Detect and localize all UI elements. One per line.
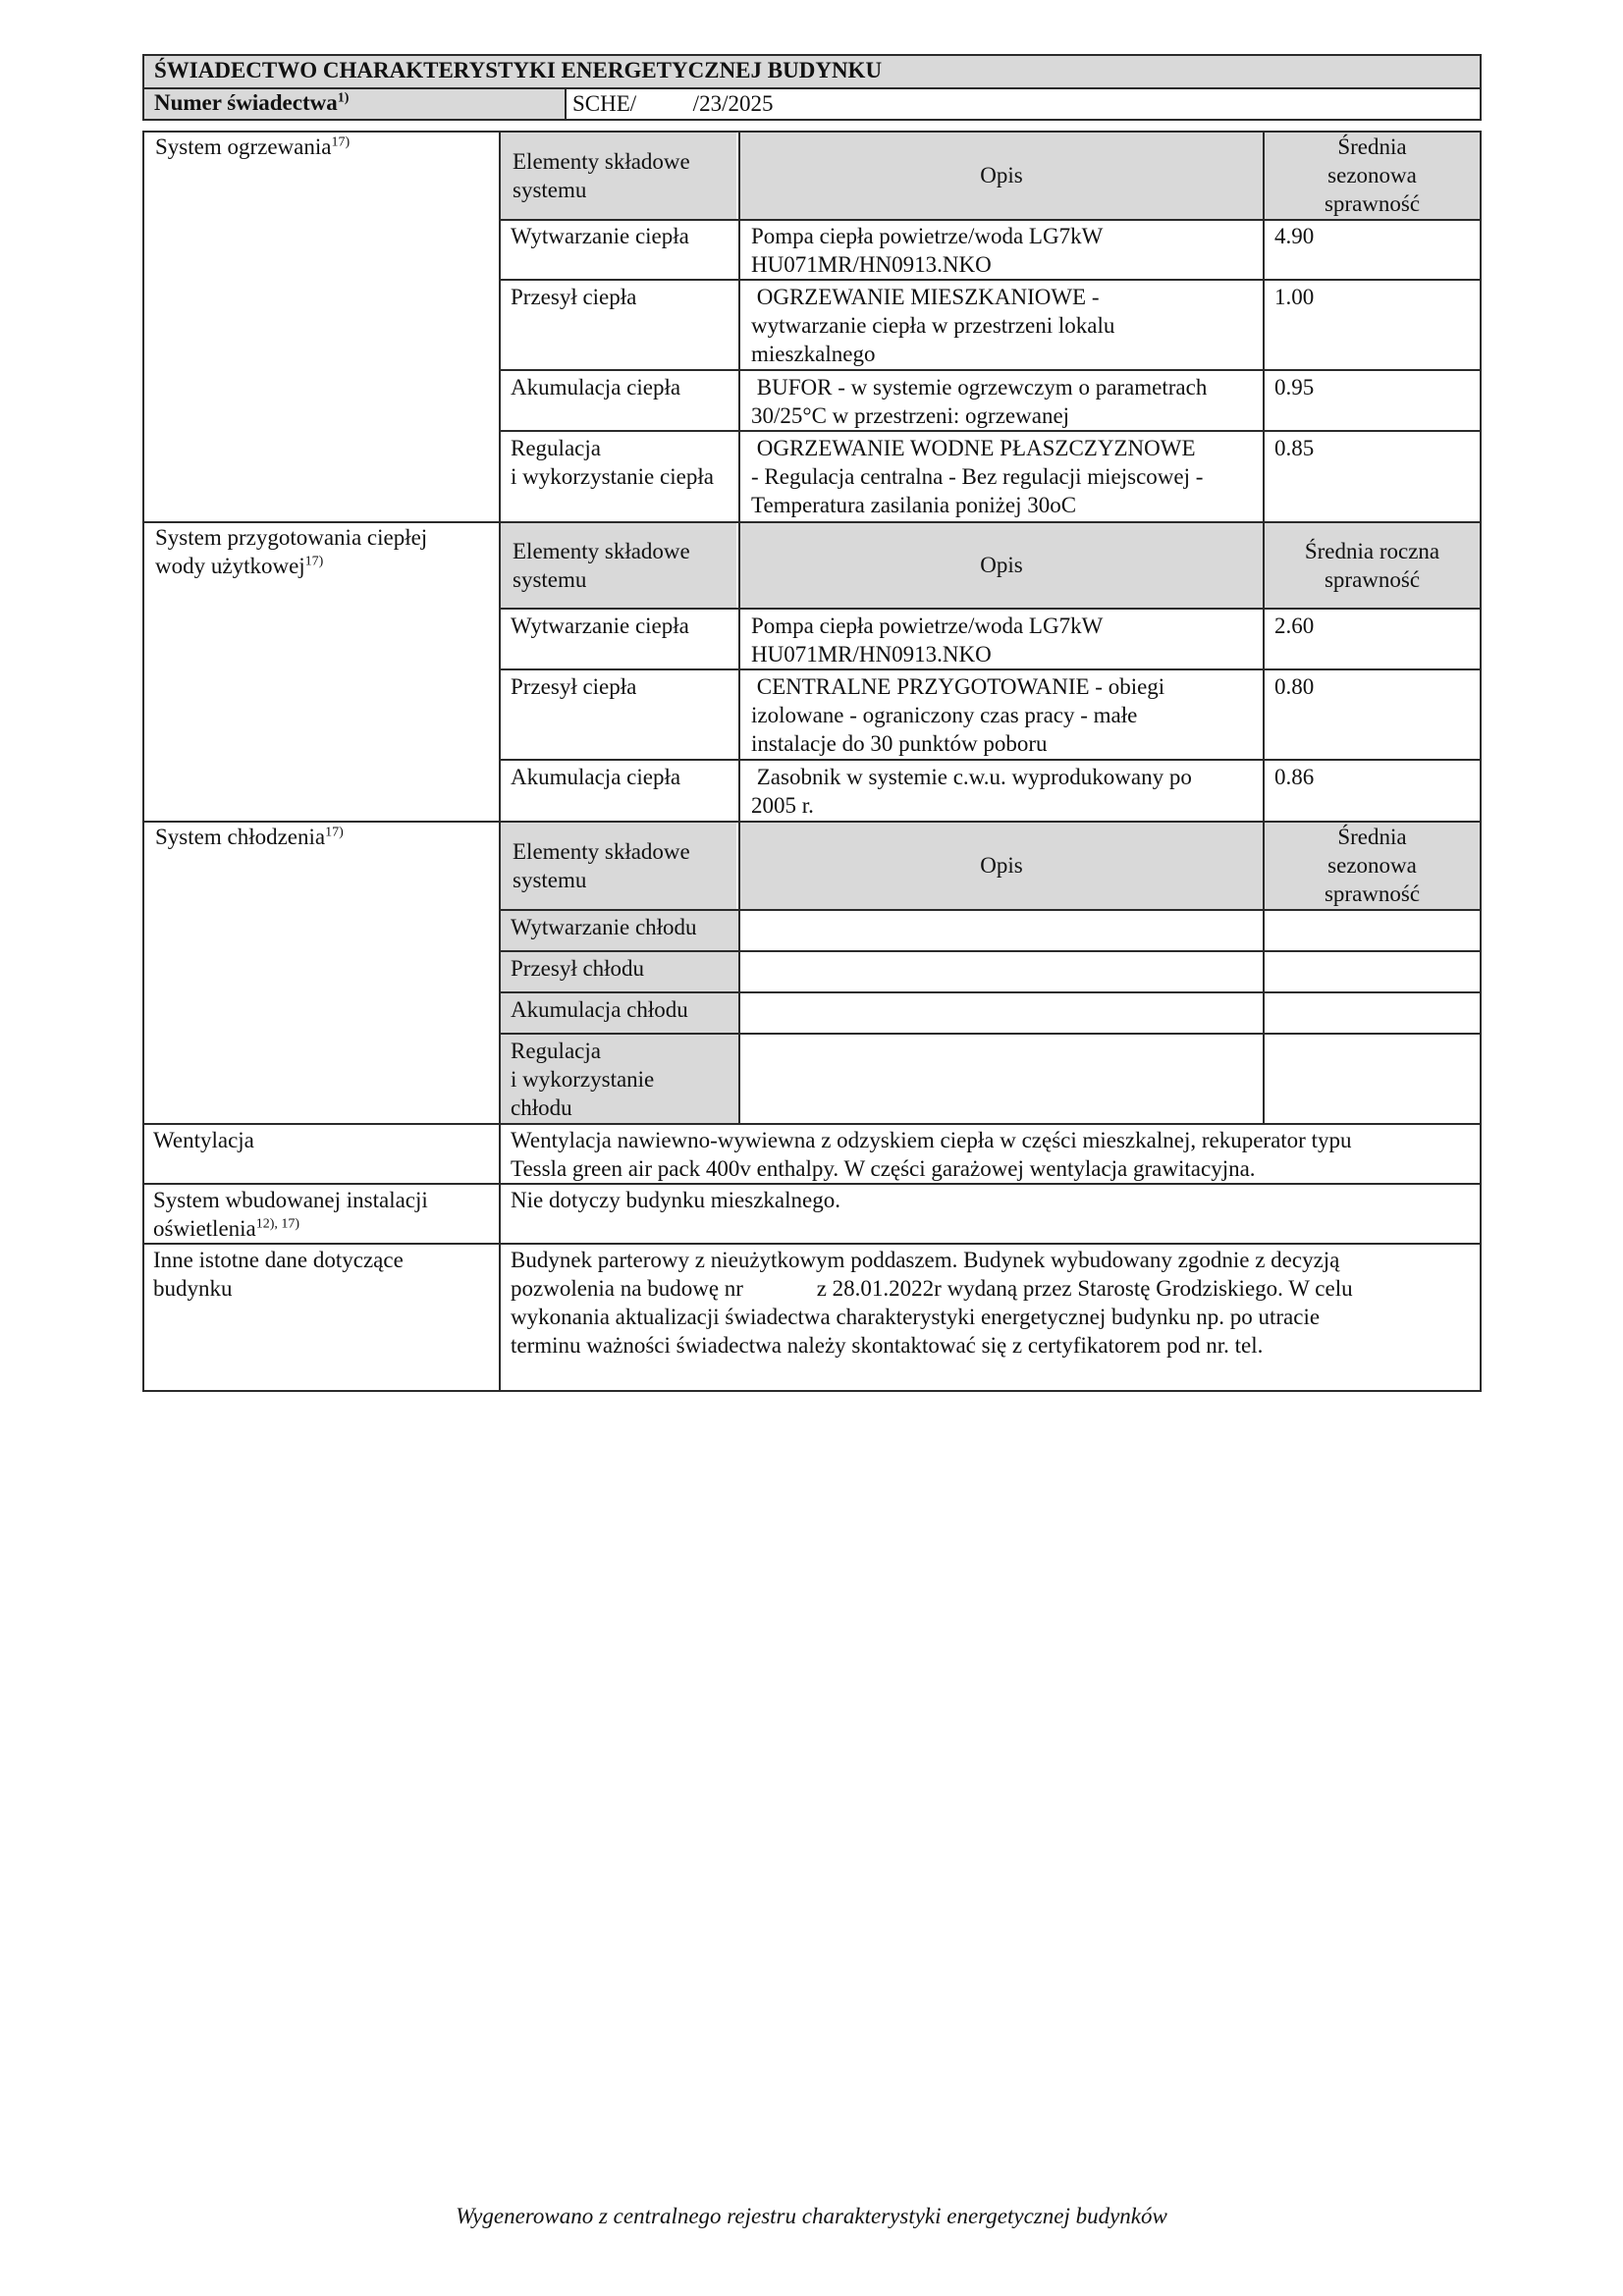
other-data-value: Budynek parterowy z nieużytkowym poddaszem. Budynek wybudowany zgodnie z decyzją pozwolenia na budowę nr z 28.01.2022r wydaną przez Starostę Grodziskiego. W celu wykonania aktualizacji świadectwa charakterystyki energetycznej budynku np. po utracie terminu ważności świadectwa należy skontaktować się z certyfikatorem pod nr. tel. — [511, 1248, 1353, 1358]
heating-row-description: BUFOR - w systemie ogrzewczym o parametrach 30/25°C w przestrzeni: ogrzewanej — [751, 375, 1208, 428]
ventilation-value: Wentylacja nawiewno-wywiewna z odzyskiem ciepła w części mieszkalnej, rekuperator typu Tessla green air pack 400v enthalpy. W części garażowej wentylacja grawitacyjna. — [511, 1128, 1352, 1181]
hot-water-row-element: Akumulacja ciepła — [511, 765, 681, 789]
heating-row-element: Wytwarzanie ciepła — [511, 224, 689, 248]
heating-row-element: Regulacja i wykorzystanie ciepła — [511, 436, 714, 489]
hot-water-row-value: 2.60 — [1274, 614, 1315, 638]
heating-row-element: Akumulacja ciepła — [511, 375, 681, 400]
cooling-col-efficiency: Średnia sezonowa sprawność — [1324, 825, 1421, 906]
hot-water-system-label: System przygotowania ciepłej wody użytkowej$^{17)}$ — [155, 525, 428, 578]
hot-water-row-description: Zasobnik w systemie c.w.u. wyprodukowany po 2005 r. — [751, 765, 1192, 818]
heating-col-elements: Elementy składowe systemu — [513, 149, 690, 202]
heating-col-efficiency: Średnia sezonowa sprawność — [1324, 134, 1421, 216]
hot-water-row-description: Pompa ciepła powietrze/woda LG7kW HU071MR/HN0913.NKO — [751, 614, 1104, 667]
cooling-system-label: System chłodzenia$^{17)}$ — [155, 825, 344, 849]
hot-water-col-efficiency: Średnia roczna sprawność — [1304, 539, 1440, 592]
cooling-row-element: Regulacja i wykorzystanie chłodu — [511, 1039, 655, 1120]
hot-water-col-description: Opis — [980, 553, 1023, 577]
heating-row-element: Przesył ciepła — [511, 285, 637, 309]
lighting-value: Nie dotyczy budynku mieszkalnego. — [511, 1188, 840, 1212]
hot-water-row-element: Wytwarzanie ciepła — [511, 614, 689, 638]
heating-col-description: Opis — [980, 163, 1023, 187]
heating-row-value: 4.90 — [1274, 224, 1315, 248]
heating-row-description: OGRZEWANIE MIESZKANIOWE - wytwarzanie ciepła w przestrzeni lokalu mieszkalnego — [751, 285, 1115, 366]
lighting-label: System wbudowanej instalacji oświetlenia$^{12), 17)}$ — [153, 1188, 428, 1241]
ventilation-label: Wentylacja — [153, 1128, 254, 1152]
cooling-row-element: Przesył chłodu — [511, 956, 645, 981]
certificate-number-label: Numer świadectwa$^{1)}$ — [154, 90, 350, 115]
page-footer: Wygenerowano z centralnego rejestru charakterystyki energetycznej budynków — [456, 2204, 1167, 2228]
heating-row-value: 0.95 — [1274, 375, 1315, 400]
heating-row-description: OGRZEWANIE WODNE PŁASZCZYZNOWE - Regulacja centralna - Bez regulacji miejscowej - Temperatura zasilania poniżej 30oC — [751, 436, 1204, 517]
document-title: ŚWIADECTWO CHARAKTERYSTYKI ENERGETYCZNEJ BUDYNKU — [154, 58, 883, 82]
other-data-label: Inne istotne dane dotyczące budynku — [153, 1248, 404, 1301]
heating-row-value: 1.00 — [1274, 285, 1315, 309]
hot-water-row-element: Przesył ciepła — [511, 674, 637, 699]
heating-row-value: 0.85 — [1274, 436, 1315, 460]
cooling-col-description: Opis — [980, 853, 1023, 878]
certificate-number-value: SCHE/ /23/2025 — [572, 91, 774, 116]
hot-water-col-elements: Elementy składowe systemu — [513, 539, 690, 592]
cooling-col-elements: Elementy składowe systemu — [513, 839, 690, 892]
cooling-row-element: Akumulacja chłodu — [511, 997, 688, 1022]
heating-system-label: System ogrzewania$^{17)}$ — [155, 134, 351, 159]
heating-row-description: Pompa ciepła powietrze/woda LG7kW HU071MR/HN0913.NKO — [751, 224, 1104, 277]
hot-water-row-value: 0.86 — [1274, 765, 1315, 789]
hot-water-row-value: 0.80 — [1274, 674, 1315, 699]
hot-water-row-description: CENTRALNE PRZYGOTOWANIE - obiegi izolowane - ograniczony czas pracy - małe instalacje do 30 punktów poboru — [751, 674, 1165, 756]
cooling-row-element: Wytwarzanie chłodu — [511, 915, 697, 939]
